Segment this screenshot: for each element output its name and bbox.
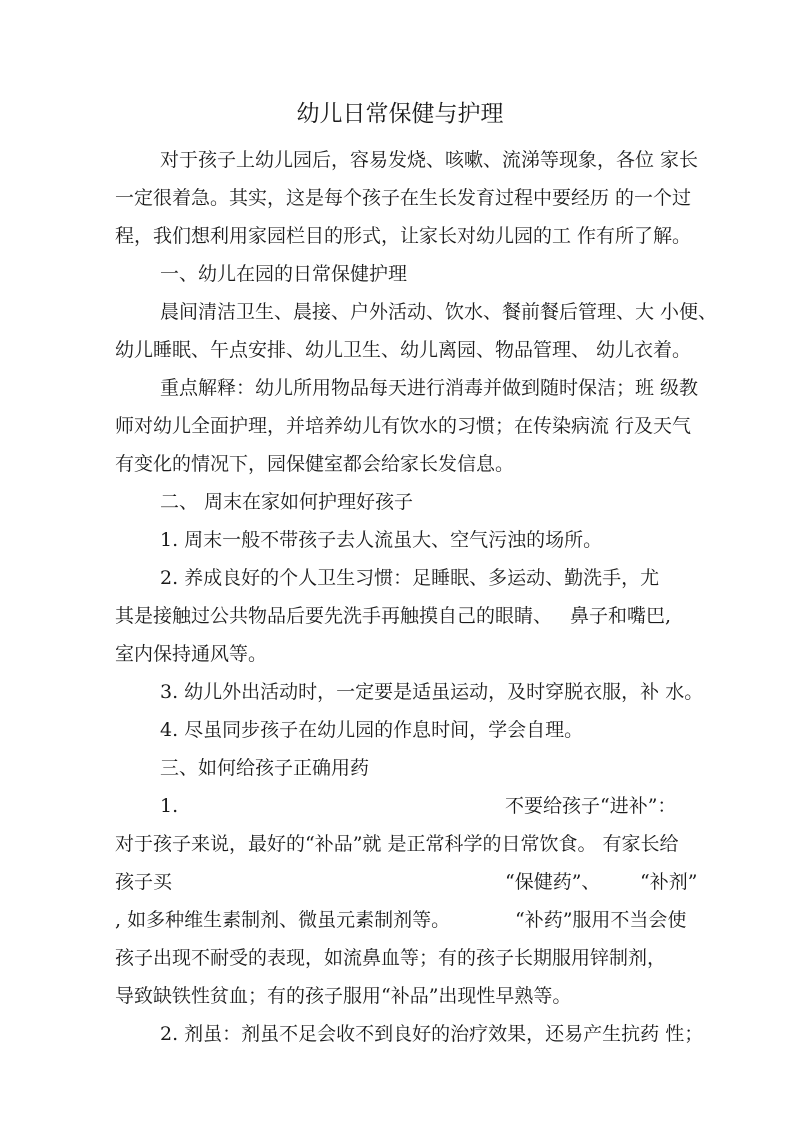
section3-item-1-line-3b: “保健药”、 — [505, 871, 601, 893]
section1-routine-line-1: 晨间清洁卫生、晨接、户外活动、饮水、餐前餐后管理、大 小便、 — [160, 301, 718, 323]
page-title: 幼儿日常保健与护理 — [296, 101, 504, 127]
section2-item-4: 4. 尽虽同步孩子在幼儿园的作息时间，学会自理。 — [160, 719, 584, 741]
section3-item-1-line-3c: “补剂” — [640, 871, 698, 893]
section2-item-2-line-2b: 鼻子和嘴巴, — [570, 605, 672, 627]
section3-item-2: 2. 剂虽：剂虽不足会收不到良好的治疗效果，还易产生抗药 性； — [160, 1023, 704, 1045]
section3-item-1-line-2: 对于孩子来说，最好的“补品”就 是正常科学的日常饮食。 有家长给 — [115, 833, 679, 855]
section1-keypoints-line-2: 师对幼儿全面护理，并培养幼儿有饮水的习惯；在传染病流 行及天气 — [115, 415, 692, 437]
section2-item-3: 3. 幼儿外出活动时，一定要是适虽运动，及时穿脱衣服，补 水。 — [160, 681, 704, 703]
section3-item-1-line-6: 导致缺铁性贫血；有的孩子服用“补品”出现性早熟等。 — [115, 985, 572, 1007]
section1-keypoints-line-3: 有变化的情况下，园保健室都会给家长发信息。 — [115, 453, 515, 475]
intro-line-2: 一定很着急。其实，这是每个孩子在生长发育过程中要经历 的一个过 — [115, 187, 692, 209]
section2-heading: 二、 周末在家如何护理好孩子 — [160, 491, 414, 513]
section2-item-2-line-1: 2. 养成良好的个人卫生习惯：足睡眠、多运动、勤洗手，尤 — [160, 567, 660, 589]
section3-item-1-line-3a: 孩子买 — [115, 871, 173, 893]
section2-item-1: 1. 周末一般不带孩子去人流虽大、空气污浊的场所。 — [160, 529, 603, 551]
section1-routine-line-2: 幼儿睡眠、午点安排、幼儿卫生、幼儿离园、物品管理、 幼儿衣着。 — [115, 339, 692, 361]
intro-line-1: 对于孩子上幼儿园后，容易发烧、咳嗽、流涕等现象，各位 家长 — [160, 149, 699, 171]
section1-heading: 一、幼儿在园的日常保健护理 — [160, 263, 408, 285]
section1-keypoints-line-1: 重点解释：幼儿所用物品每天进行消毒并做到随时保洁；班 级教 — [160, 377, 699, 399]
section3-item-1-line-4a: , 如多种维生素制剂、微虽元素制剂等。 — [115, 909, 451, 931]
section3-item-1-heading: 不要给孩子“进补”： — [505, 795, 677, 817]
section3-heading: 三、如何给孩子正确用药 — [160, 757, 370, 779]
section3-item-1-line-4b: “补药”服用不当会使 — [515, 909, 687, 931]
section2-item-2-line-2a: 其是接触过公共物品后要先洗手再触摸自己的眼睛、 — [115, 605, 553, 627]
section3-item-1-line-5: 孩子出现不耐受的表现，如流鼻血等；有的孩子长期服用锌制剂， — [115, 947, 667, 969]
section3-item-1-number: 1. — [160, 795, 179, 817]
section2-item-2-line-3: 室内保持通风等。 — [115, 643, 268, 665]
intro-line-3: 程，我们想利用家园栏目的形式，让家长对幼儿园的工 作有所了解。 — [115, 225, 692, 247]
